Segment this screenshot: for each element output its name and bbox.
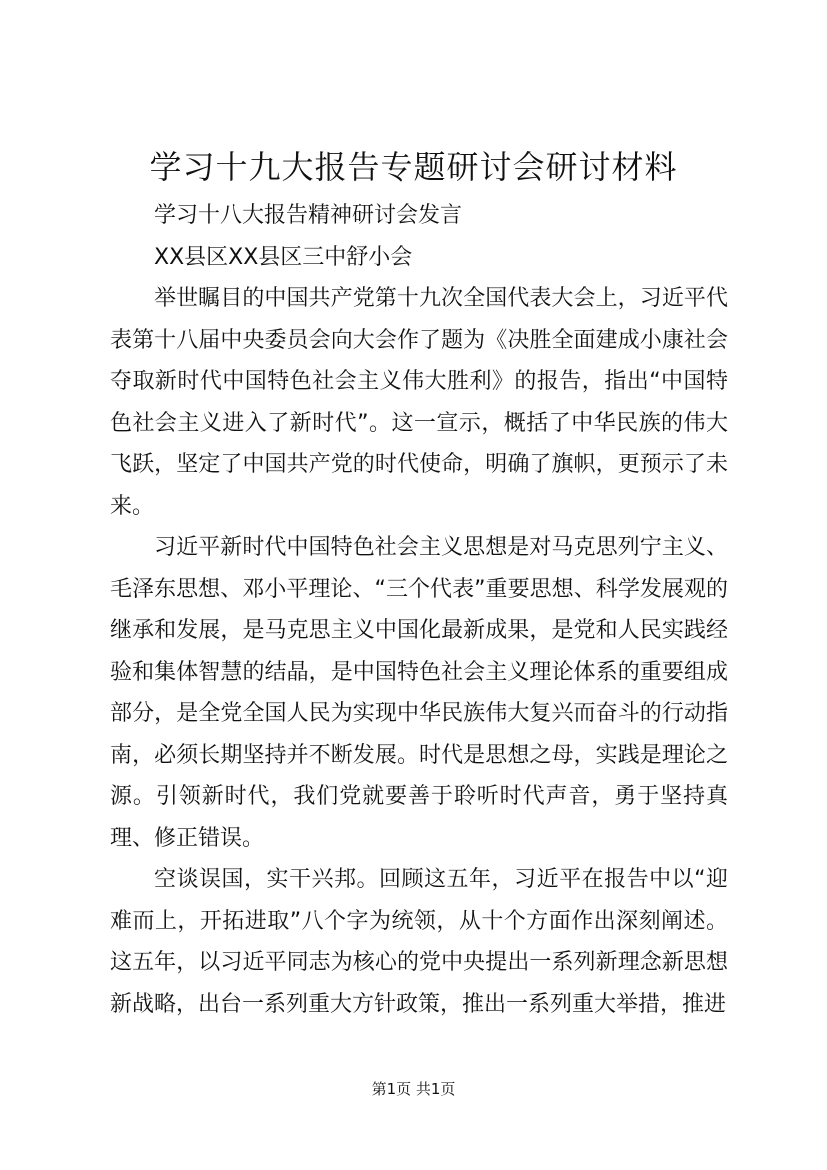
document-subtitle: 学习十八大报告精神研讨会发言 [154,203,463,228]
paragraph-1: 举世瞩目的中国共产党第十九次全国代表大会上，习近平代表第十八届中央委员会向大会作了题为《决胜全面建成小康社会夺取新时代中国特色社会主义伟大胜利》的报告，指出“中国特色社会主义进入了新时代”。这一宣示，概括了中华民族的伟大飞跃，坚定了中国共产党的时代使命，明确了旗帜，更预示了未来。 [110,286,728,519]
paragraph-3: 空谈误国，实干兴邦。回顾这五年，习近平在报告中以“迎难而上，开拓进取”八个字为统领，从十个方面作出深刻阐述。这五年，以习近平同志为核心的党中央提出一系列新理念新思想新战略，出台一系列重大方针政策，推出一系列重大举措，推进 [110,867,728,1017]
document-body [110,195,728,1025]
document-title: 学习十九大报告专题研讨会研讨材料 [149,148,678,186]
page-footer: 第1页 共1页 [371,1080,456,1098]
author-line: XX县区XX县区三中舒小会 [154,244,413,270]
paragraph-2: 习近平新时代中国特色社会主义思想是对马克思列宁主义、毛泽东思想、邓小平理论、“三个代表”重要思想、科学发展观的继承和发展，是马克思主义中国化最新成果，是党和人民实践经验和集体智慧的结晶，是中国特色社会主义理论体系的重要组成部分，是全党全国人民为实现中华民族伟大复兴而奋斗的行动指南，必须长期坚持并不断发展。时代是思想之母，实践是理论之源。引领新时代，我们党就要善于聆听时代声音，勇于坚持真理、修正错误。 [110,535,728,851]
